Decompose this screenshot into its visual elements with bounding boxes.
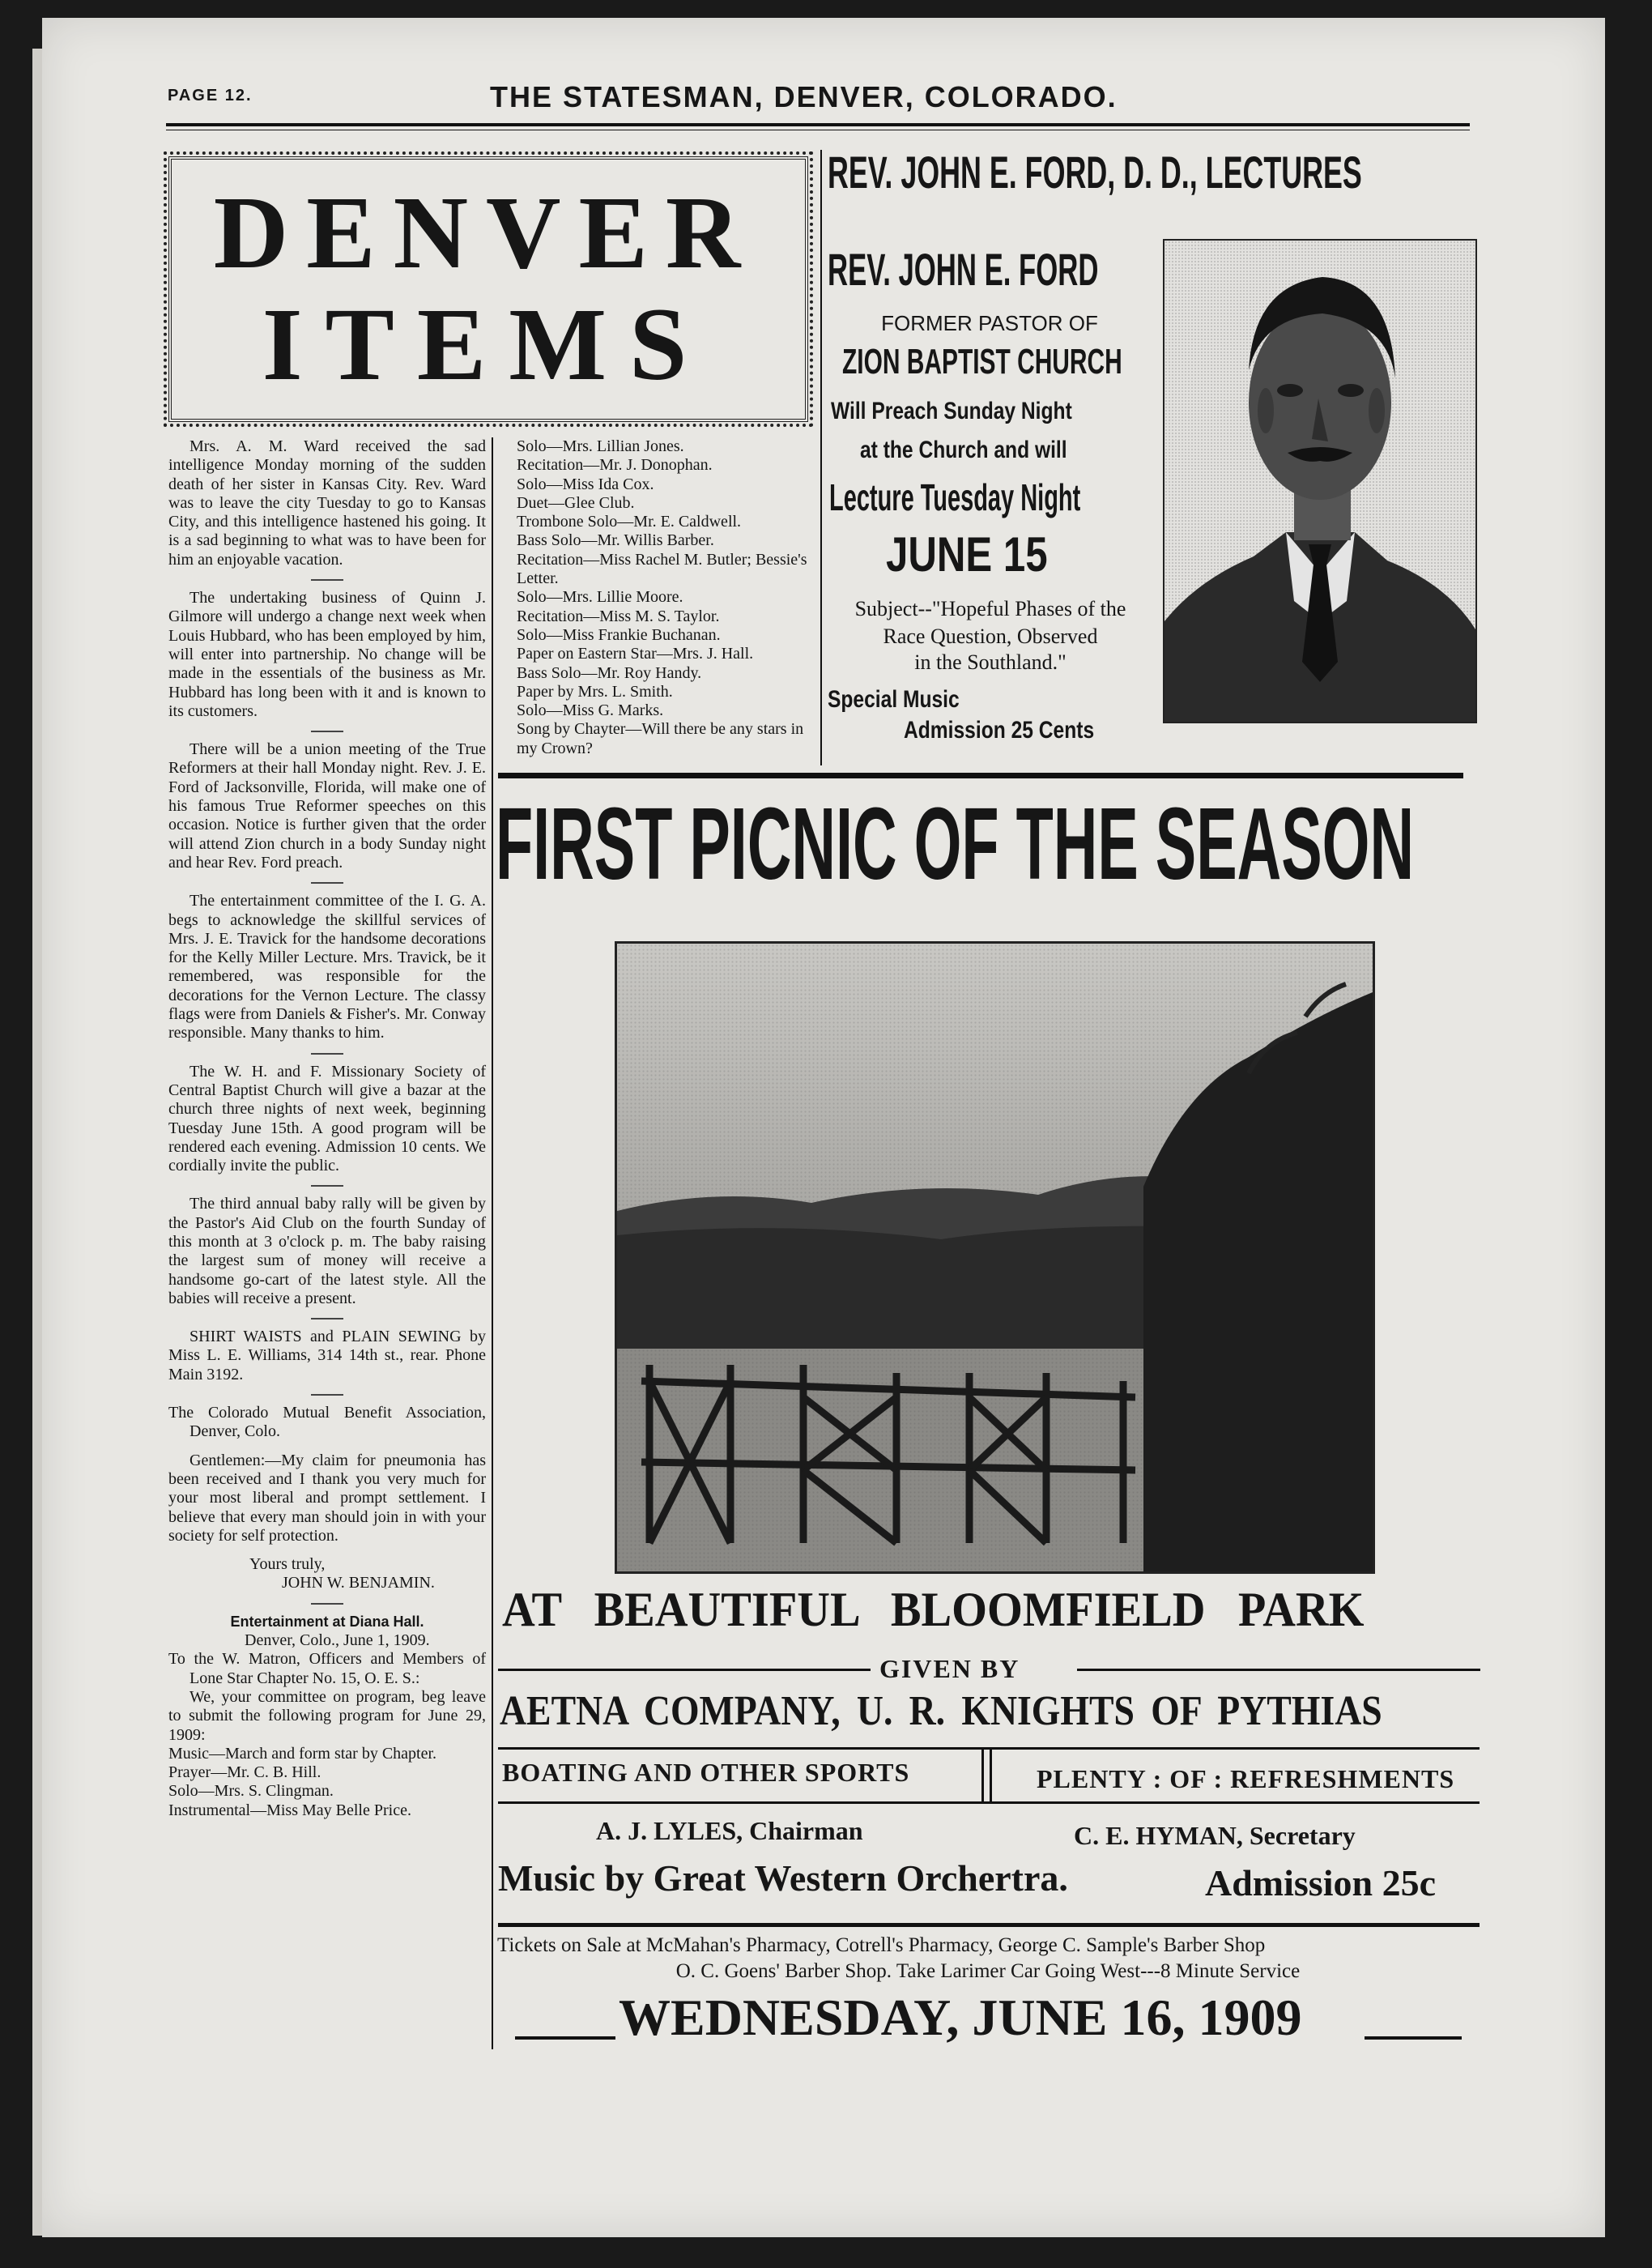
newspaper-title: THE STATESMAN, DENVER, COLORADO. bbox=[490, 80, 1118, 113]
picnic-chairman: A. J. LYLES, Chairman bbox=[596, 1816, 863, 1845]
date-rule-right bbox=[1365, 2036, 1462, 2040]
program-column-2 bbox=[497, 437, 815, 758]
tickets-top-rule bbox=[498, 1923, 1480, 1927]
item-separator bbox=[311, 1603, 343, 1605]
program-item: Instrumental—Miss May Belle Price. bbox=[168, 1801, 411, 1819]
news-item: Mrs. A. M. Ward received the sad intelligence Monday morning of the sudden death of her sister in Kansas City. Rev. Ward was to leave the city Tuesday to go to Kansas City, and this intelligence hastened his going. It is a sad beginning to what was to have been for him an enjoyable vacation. bbox=[168, 437, 486, 569]
program-item: Bass Solo—Mr. Willis Barber. bbox=[517, 531, 714, 550]
program-item: Recitation—Mr. J. Donophan. bbox=[517, 456, 713, 475]
denver-items-column-1 bbox=[168, 437, 486, 1820]
program-item: Solo—Mrs. Lillian Jones. bbox=[517, 437, 684, 455]
news-item: SHIRT WAISTS and PLAIN SEWING by Miss L. E. Williams, 314 14th st., rear. Phone Main 3192. bbox=[168, 1328, 486, 1383]
item-separator bbox=[311, 579, 343, 581]
news-item: The entertainment committee of the I. G. A. begs to acknowledge the skillful services of Mrs. J. E. Travick for the handsome decorations for the Kelly Miller Lecture. Mrs. Travick, be it remembered, was responsible for the decorations for the Vernon Lecture. The classy flags were from Daniels & Fisher's. Mr. Conway responsible. Many thanks to him. bbox=[168, 892, 486, 1042]
picnic-sports: BOATING AND OTHER SPORTS bbox=[502, 1758, 910, 1787]
denver-items-heading-1: DENVER bbox=[213, 175, 759, 290]
item-separator bbox=[311, 1053, 343, 1055]
picnic-date: WEDNESDAY, JUNE 16, 1909 bbox=[619, 1989, 1302, 2046]
ford-subject-3: in the Southland." bbox=[914, 650, 1067, 674]
entertainment-address: To the W. Matron, Officers and Members of Lone Star Chapter No. 15, O. E. S.: bbox=[168, 1650, 486, 1687]
program-item: Duet—Glee Club. bbox=[517, 493, 635, 512]
program-item: Paper on Eastern Star—Mrs. J. Hall. bbox=[517, 645, 754, 663]
denver-items-heading-2: ITEMS bbox=[262, 287, 710, 402]
letter-intro: The Colorado Mutual Benefit Association, Denver, Colo. bbox=[168, 1404, 486, 1441]
program-item: Solo—Miss Frankie Buchanan. bbox=[517, 625, 721, 644]
item-separator bbox=[311, 1318, 343, 1319]
entertainment-title: Entertainment at Diana Hall. bbox=[230, 1613, 424, 1630]
picnic-headline: FIRST PICNIC OF THE SEASON bbox=[496, 787, 1415, 901]
picnic-tickets-line-2: O. C. Goens' Barber Shop. Take Larimer Car Going West---8 Minute Service bbox=[675, 1960, 1301, 1982]
program-item: Recitation—Miss Rachel M. Butler; Bessie's Letter. bbox=[517, 550, 807, 588]
given-by-rule-left bbox=[498, 1669, 871, 1671]
picnic-top-rule bbox=[498, 773, 1463, 778]
ford-special-music: Special Music bbox=[828, 686, 960, 713]
ford-subject-2: Race Question, Observed bbox=[883, 625, 1098, 648]
sports-divider-1 bbox=[981, 1750, 984, 1801]
ford-headline: REV. JOHN E. FORD, D. D., LECTURES bbox=[828, 147, 1362, 198]
ford-name: REV. JOHN E. FORD bbox=[828, 244, 1099, 295]
ford-church-line: at the Church and will bbox=[860, 437, 1067, 463]
letter-signature: JOHN W. BENJAMIN. bbox=[282, 1574, 435, 1592]
picnic-admission: Admission 25c bbox=[1205, 1862, 1436, 1904]
ford-preach-line: Will Preach Sunday Night bbox=[831, 398, 1072, 424]
program-item: Paper by Mrs. L. Smith. bbox=[517, 682, 673, 701]
program-item: Solo—Miss Ida Cox. bbox=[517, 475, 654, 493]
ford-date: JUNE 15 bbox=[886, 527, 1048, 582]
column-rule-1 bbox=[492, 437, 493, 2049]
ford-admission: Admission 25 Cents bbox=[904, 717, 1095, 744]
program-item: Solo—Mrs. Lillie Moore. bbox=[517, 588, 683, 607]
program-item: Recitation—Miss M. S. Taylor. bbox=[517, 607, 720, 625]
item-separator bbox=[311, 882, 343, 884]
item-separator bbox=[311, 731, 343, 732]
column-rule-2 bbox=[820, 150, 822, 765]
park-illustration bbox=[617, 944, 1373, 1571]
picnic-park-line: AT BEAUTIFUL BLOOMFIELD PARK bbox=[502, 1583, 1365, 1636]
picnic-music: Music by Great Western Orchertra. bbox=[498, 1857, 1068, 1899]
sports-divider-2 bbox=[990, 1750, 992, 1801]
ford-portrait bbox=[1163, 239, 1477, 723]
item-separator bbox=[311, 1394, 343, 1396]
entertainment-date: Denver, Colo., June 1, 1909. bbox=[245, 1631, 430, 1650]
program-item: Music—March and form star by Chapter. bbox=[168, 1744, 437, 1763]
bloomfield-park-photo bbox=[615, 941, 1375, 1574]
masthead-rule bbox=[166, 123, 1470, 126]
program-item: Solo—Miss G. Marks. bbox=[517, 701, 664, 720]
program-item: Bass Solo—Mr. Roy Handy. bbox=[517, 663, 702, 682]
program-item: Prayer—Mr. C. B. Hill. bbox=[168, 1763, 321, 1782]
program-item: Solo—Mrs. S. Clingman. bbox=[168, 1782, 334, 1801]
picnic-tickets-line-1: Tickets on Sale at McMahan's Pharmacy, Cotrell's Pharmacy, George C. Sample's Barber Shop bbox=[497, 1934, 1266, 1956]
letter-body: Gentlemen:—My claim for pneumonia has been received and I thank you very much for your most liberal and prompt settlement. I believe that every man should join in with your society for self protection. bbox=[168, 1451, 486, 1545]
ford-lecture-line: Lecture Tuesday Night bbox=[829, 476, 1081, 518]
ford-subject-1: Subject--"Hopeful Phases of the bbox=[854, 597, 1126, 620]
news-item: The W. H. and F. Missionary Society of Central Baptist Church will give a bazar at the church three nights of next week, beginning Tuesday June 15th. A good program will be rendered each evening. Admission 10 cents. We cordially invite the public. bbox=[168, 1062, 486, 1175]
news-item: There will be a union meeting of the True Reformers at their hall Monday night. Rev. J. E. Ford of Jacksonville, Florida, will make one of his famous True Reformer speeches on this occasion. Notice is further given that the order will attend Zion church in a body Sunday night and hear Rev. Ford preach. bbox=[168, 740, 486, 872]
ford-church: ZION BAPTIST CHURCH bbox=[842, 342, 1122, 382]
picnic-refreshments: PLENTY : OF : REFRESHMENTS bbox=[1037, 1764, 1455, 1793]
portrait-illustration bbox=[1164, 241, 1475, 722]
letter-closing: Yours truly, bbox=[249, 1555, 326, 1574]
sports-bar-top-rule bbox=[498, 1747, 1480, 1750]
picnic-given-by: GIVEN BY bbox=[879, 1654, 1020, 1683]
news-item: The third annual baby rally will be given by the Pastor's Aid Club on the fourth Sunday of this month at 3 o'clock p. m. The baby raising the largest sum of money will receive a handsome go-cart of the latest style. All the babies will receive a present. bbox=[168, 1195, 486, 1307]
ford-former-pastor: FORMER PASTOR OF bbox=[881, 311, 1098, 335]
page-number: PAGE 12. bbox=[168, 87, 253, 104]
news-item: The undertaking business of Quinn J. Gilmore will undergo a change next week when Louis Hubbard, who has been employed by him, will enter into partnership. No change will be made in the essentials of the business as Mr. Hubbard has long been with it and is known to its customers. bbox=[168, 589, 486, 720]
date-rule-left bbox=[515, 2036, 615, 2040]
picnic-secretary: C. E. HYMAN, Secretary bbox=[1074, 1821, 1356, 1850]
masthead bbox=[126, 77, 1470, 126]
item-separator bbox=[311, 1185, 343, 1187]
sports-bar-bottom-rule bbox=[498, 1801, 1480, 1804]
program-item: Song by Chayter—Will there be any stars in my Crown? bbox=[517, 720, 804, 757]
given-by-rule-right bbox=[1077, 1669, 1480, 1671]
entertainment-body: We, your committee on program, beg leave to submit the following program for June 29, 1909: bbox=[168, 1687, 486, 1744]
picnic-company: AETNA COMPANY, U. R. KNIGHTS OF PYTHIAS bbox=[500, 1688, 1382, 1734]
program-item: Trombone Solo—Mr. E. Caldwell. bbox=[517, 513, 742, 531]
